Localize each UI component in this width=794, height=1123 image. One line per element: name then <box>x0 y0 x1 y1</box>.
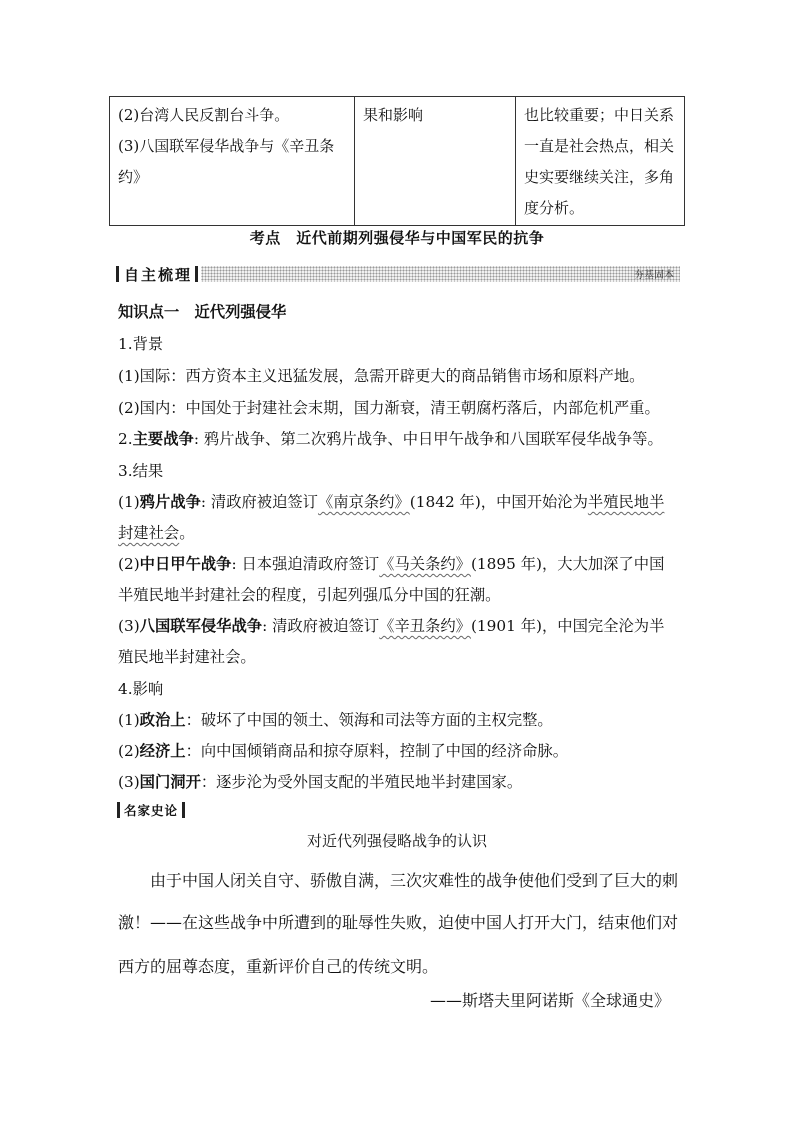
war-label: 鸦片战争 <box>139 493 201 511</box>
underlined-text: 半殖民地半 <box>587 493 665 511</box>
main-wars-text: : 鸦片战争、第二次鸦片战争、中日甲午战争和八国联军侵华战争等。 <box>193 430 663 448</box>
prefix: (1) <box>118 711 140 729</box>
table-cell-analysis <box>516 97 685 226</box>
result-item-1 <box>118 490 664 512</box>
table-line: (2)台湾人民反割台斗争。 <box>118 106 290 124</box>
result-text: (1901 年)，中国完全沦为半 <box>470 617 665 635</box>
bar-marker <box>116 266 119 282</box>
impact-item-2 <box>118 739 568 761</box>
impact-text: ：逐步沦为受外国支配的半殖民地半封建国家。 <box>200 773 523 791</box>
quote-line-2: 激！——在这些战争中所遭到的耻辱性失败，迫使中国人打开大门，结束他们对 <box>118 913 679 932</box>
result-item-3 <box>118 614 664 636</box>
prefix: 2. <box>118 430 133 448</box>
quote-line-1: 由于中国人闭关自守、骄傲自满，三次灾难性的战争使他们受到了巨大的刺 <box>150 871 679 890</box>
quote-line-3: 西方的屈尊态度，重新评价自己的传统文明。 <box>118 957 439 976</box>
table-line: 果和影响 <box>363 106 424 124</box>
table-line: 度分析。 <box>524 199 585 217</box>
impact-text: ：破坏了中国的领土、领海和司法等方面的主权完整。 <box>185 711 553 729</box>
background-heading: 1.背景 <box>118 335 164 353</box>
war-label: 八国联军侵华战争 <box>139 617 263 635</box>
result-text: : 清政府被迫签订 <box>262 617 380 635</box>
zizhu-right-tag: 夯基固本 <box>634 270 674 281</box>
result-item-2 <box>118 552 664 574</box>
background-item-1: (1)国际：西方资本主义迅猛发展，急需开辟更大的商品销售市场和原料产地。 <box>118 367 645 385</box>
table-row <box>110 97 685 226</box>
result-item-3-cont: 殖民地半封建社会。 <box>118 648 256 666</box>
table-line: 也比较重要；中日关系 <box>524 106 675 124</box>
treaty-name: 《南京条约》 <box>317 493 410 511</box>
result-text: : 日本强迫清政府签订 <box>231 555 380 573</box>
table-line: 约》 <box>118 168 149 186</box>
prefix: (3) <box>118 617 140 635</box>
treaty-name: 《辛丑条约》 <box>379 617 471 635</box>
result-text: (1895 年)，大大加深了中国 <box>470 555 665 573</box>
table-line: 史实要继续关注，多角 <box>524 168 675 186</box>
knowledge-point-title: 知识点一 近代列强侵华 <box>118 303 287 321</box>
impact-item-1 <box>118 708 553 730</box>
impact-label: 国门洞开 <box>139 773 201 791</box>
treaty-name: 《马关条约》 <box>379 555 471 573</box>
impact-item-3 <box>118 770 522 792</box>
table-line: 一直是社会热点，相关 <box>524 137 675 155</box>
result-item-1-cont <box>118 521 195 543</box>
punct: 。 <box>179 524 195 542</box>
impact-heading: 4.影响 <box>118 680 164 698</box>
impact-label: 经济上 <box>139 742 186 760</box>
main-wars-line <box>118 427 663 449</box>
prefix: (2) <box>118 742 140 760</box>
bar-marker <box>195 266 198 282</box>
summary-table <box>109 96 685 226</box>
impact-text: ：向中国倾销商品和掠夺原料，控制了中国的经济命脉。 <box>185 742 569 760</box>
section-heading-kaodian: 考点 近代前期列强侵华与中国军民的抗争 <box>249 229 545 247</box>
quote-source: ——斯塔夫里阿诺斯《全球通史》 <box>429 991 670 1010</box>
zizhu-label: 自主梳理 <box>124 265 193 284</box>
result-text: (1842 年)，中国开始沦为 <box>409 493 588 511</box>
table-cell-requirement <box>355 97 516 226</box>
dotted-pattern <box>201 266 680 282</box>
prefix: (3) <box>118 773 140 791</box>
main-wars-label: 主要战争 <box>132 430 194 448</box>
mingjia-label: 名家史论 <box>124 803 179 818</box>
bar-marker <box>182 802 185 818</box>
underlined-text: 封建社会 <box>118 524 180 542</box>
prefix: (2) <box>118 555 140 573</box>
table-line: (3)八国联军侵华战争与《辛丑条 <box>118 137 335 155</box>
war-label: 中日甲午战争 <box>139 555 232 573</box>
impact-label: 政治上 <box>139 711 186 729</box>
mingjia-banner <box>117 800 185 820</box>
result-item-2-cont: 半殖民地半封建社会的程度，引起列强瓜分中国的狂潮。 <box>118 586 501 604</box>
result-text: : 清政府被迫签订 <box>200 493 318 511</box>
result-heading: 3.结果 <box>118 462 164 480</box>
table-cell-content <box>110 97 355 226</box>
background-item-2: (2)国内：中国处于封建社会末期，国力渐衰，清王朝腐朽落后，内部危机严重。 <box>118 399 660 417</box>
bar-marker <box>117 802 120 818</box>
quote-title: 对近代列强侵略战争的认识 <box>306 832 487 850</box>
zizhu-banner <box>116 264 680 284</box>
prefix: (1) <box>118 493 140 511</box>
